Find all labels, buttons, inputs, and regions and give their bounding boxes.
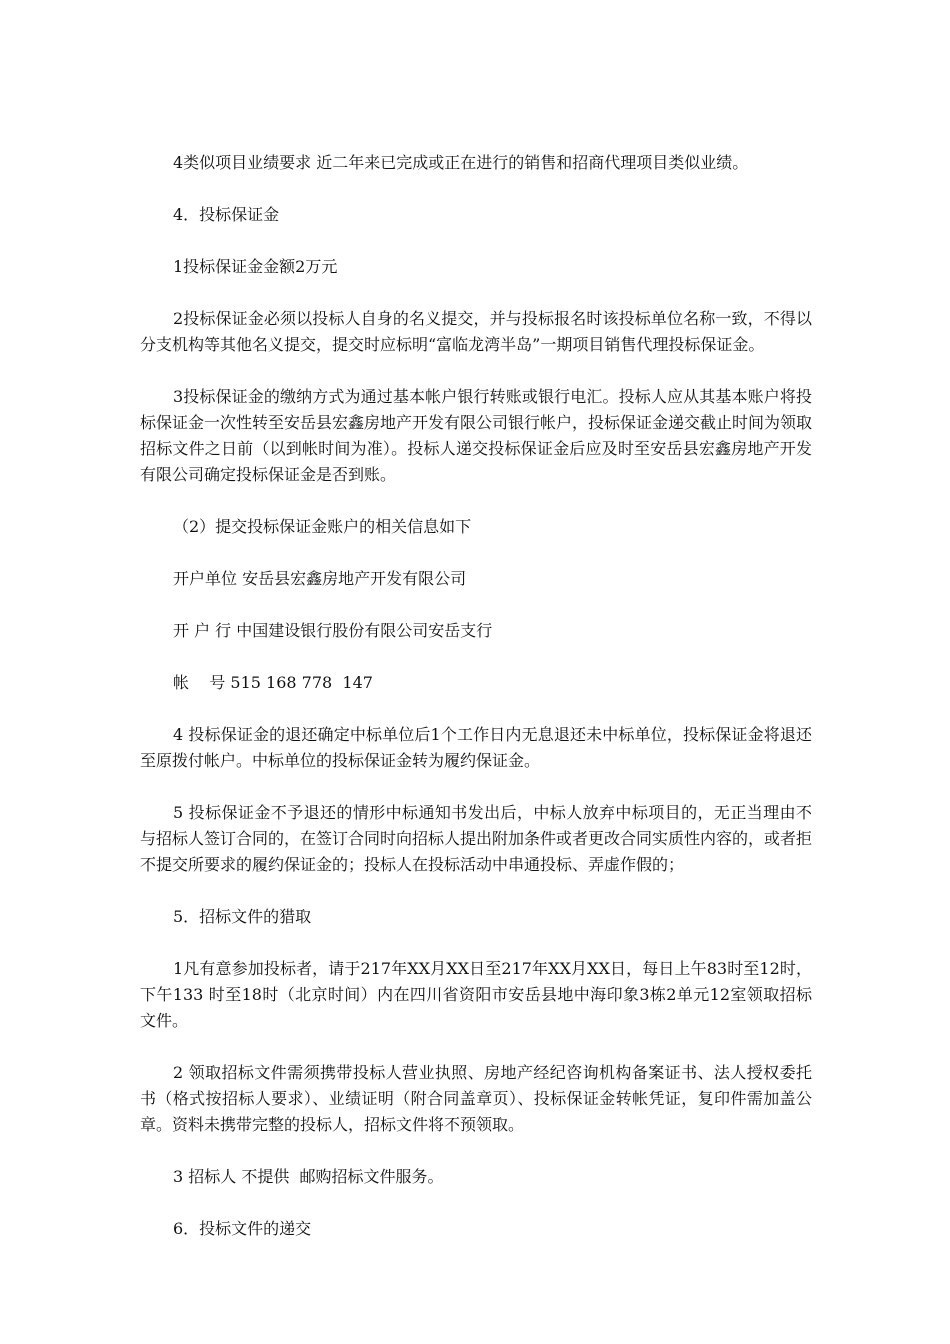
- paragraph-deposit-payment-method: 3投标保证金的缴纳方式为通过基本帐户银行转账或银行电汇。投标人应从其基本账户将投标保证金一次性转至安岳县宏鑫房地产开发有限公司银行帐户，投标保证金递交截止时间为领取招标文件之日前（以到帐时间为准）。投标人递交投标保证金后应及时至安岳县宏鑫房地产开发有限公司确定投标保证金是否到账。: [140, 387, 813, 484]
- paragraph-deposit-refund: 4 投标保证金的退还确定中标单位后1个工作日内无息退还未中标单位，投标保证金将退还至原拨付帐户。中标单位的投标保证金转为履约保证金。: [140, 725, 812, 770]
- paragraph-account-info-heading: （2）提交投标保证金账户的相关信息如下: [173, 517, 472, 536]
- section-heading-bid-deposit: 4．投标保证金: [173, 205, 280, 224]
- section-heading-obtain-documents: 5．招标文件的猎取: [173, 907, 312, 926]
- document-body: [140, 150, 812, 1242]
- paragraph-no-mail-service: 3 招标人 不提供 邮购招标文件服务。: [173, 1167, 444, 1186]
- paragraph-deposit-submission: 2投标保证金必须以投标人自身的名义提交，并与投标报名时该投标单位名称一致，不得以分支机构等其他名义提交，提交时应标明“富临龙湾半岛”一期项目销售代理投标保证金。: [140, 309, 812, 354]
- section-heading-bid-submission: 6．投标文件的递交: [173, 1219, 312, 1238]
- paragraph-opening-bank: 开 户 行 中国建设银行股份有限公司安岳支行: [173, 621, 493, 640]
- paragraph-required-materials: 2 领取招标文件需须携带投标人营业执照、房地产经纪咨询机构备案证书、法人授权委托书（格式按招标人要求）、业绩证明（附合同盖章页）、投标保证金转帐凭证，复印件需加盖公章。资料未携带完整的投标人，招标文件将不预领取。: [140, 1063, 812, 1134]
- paragraph-account-number: 帐 号 515 168 778 147: [173, 673, 373, 692]
- paragraph-similar-project-requirement: 4类似项目业绩要求 近二年来已完成或正在进行的销售和招商代理项目类似业绩。: [173, 153, 749, 172]
- paragraph-deposit-amount: 1投标保证金金额2万元: [173, 257, 338, 276]
- paragraph-obtain-time-place: 1凡有意参加投标者，请于217年XX月XX日至217年XX月XX日，每日上午83时至12时，下午133 时至18时（北京时间）内在四川省资阳市安岳县地中海印象3栋2单元12室领取招标文件。: [140, 959, 812, 1030]
- paragraph-deposit-forfeiture: 5 投标保证金不予退还的情形中标通知书发出后，中标人放弃中标项目的，无正当理由不与招标人签订合同的，在签订合同时向招标人提出附加条件或者更改合同实质性内容的，或者拒不提交所要求的履约保证金的；投标人在投标活动中串通投标、弄虚作假的；: [140, 803, 813, 874]
- paragraph-account-holder: 开户单位 安岳县宏鑫房地产开发有限公司: [173, 569, 467, 588]
